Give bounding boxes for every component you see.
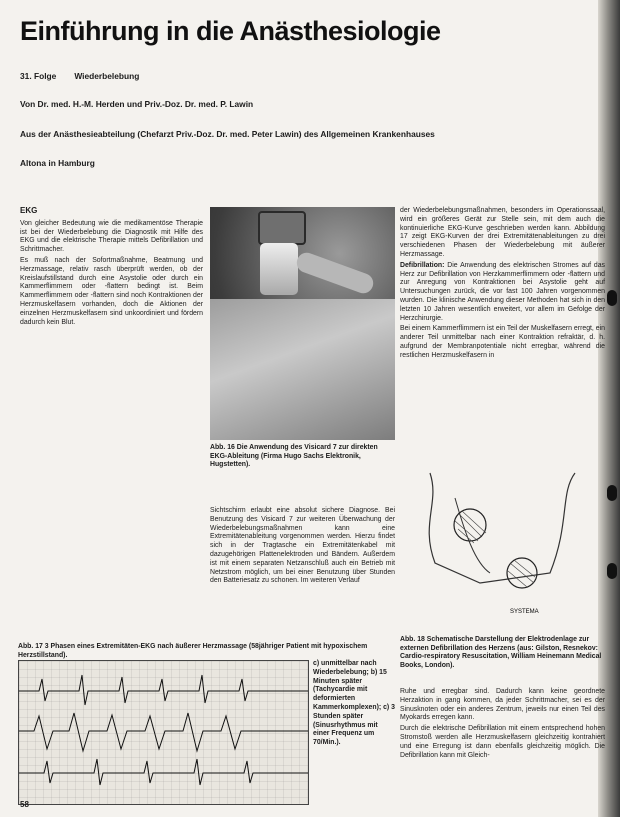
paragraph: Durch die elektrische Defibrillation mit einem entsprechend hohen Stromstoß werden alle Herzmuskelfasern gleichzeitig kontrahiert und eine Erregung ist dann ebenfalls gleichzeitig möglich. Die Defibrillation kann mit Gleich-	[400, 725, 605, 759]
middle-column	[210, 507, 395, 585]
figure-caption: Abb. 18 Schematische Darstellung der Elektrodenlage zur externen Defibrillation des Herzens (aus: Gilston, Resnekov: Cardio-respiratory Resuscitation, William Heinemann Medical Books, London).	[400, 636, 602, 669]
page-number: 58	[20, 800, 29, 809]
series-line	[20, 71, 139, 81]
series-topic: Wiederbelebung	[74, 71, 140, 81]
affiliation-line: Aus der Anästhesieabteilung (Chefarzt Priv.-Doz. Dr. med. Peter Lawin) des Allgemeinen Krankenhauses	[20, 129, 435, 139]
photo-caption: Abb. 16 Die Anwendung des Visicard 7 zur direkten EKG-Ableitung (Firma Hugo Sachs Elektronik, Hugstetten).	[210, 444, 378, 469]
photo-visicard-application	[210, 207, 395, 440]
photo-patient	[210, 299, 395, 440]
paragraph: Ruhe und erregbar sind. Dadurch kann keine geordnete Herzaktion in gang kommen, da jeder Schrittmacher, sei es der Sinusknoten oder ein anderes Zentrum, jeweils nur einen Teil des Myokards erregen kann.	[400, 688, 605, 722]
section-heading-ekg: EKG	[20, 206, 38, 215]
photo-device	[260, 243, 298, 295]
right-column	[400, 207, 605, 457]
paragraph: Bei einem Kammerflimmern ist ein Teil der Muskelfasern erregt, ein anderer Teil unmittelbar nach einer Kontraktion refraktär, d. h. aufgrund der Membranpotentiale nicht erregbar, während die restlichen Herzmuskelfasern in	[400, 325, 605, 359]
series-number: 31. Folge	[20, 71, 57, 81]
page-title: Einführung in die Anästhesiologie	[20, 16, 441, 46]
photo-monitor	[258, 211, 306, 245]
figure-label: SYSTEMA	[510, 609, 539, 615]
left-column	[20, 206, 203, 326]
paragraph: Die Anwendung des elektrischen Stromes auf das Herz zur Defibrillation von Herzkammerflimmern oder -flattern und zur Anregung von Kontraktionen bei Asystolie geht auf Untersuchungen zurück, die vor fast 100 Jahren vorgenommen wurden. Die klinische Anwendung dieser Methoden hat sich in den letzten 10 Jahren wesentlich erweitert, vor allem im Gefolge der Herzchirurgie.	[400, 261, 605, 322]
ecg-caption: Abb. 17 3 Phasen eines Extremitäten-EKG nach äußerer Herzmassage (58jähriger Patient mit hypoxischem Herzstillstand).	[18, 643, 368, 659]
ecg-graph	[18, 660, 309, 805]
paragraph: der Wiederbelebungsmaßnahmen, besonders im Operationssaal, wird ein größeres Gerät zur Stelle sein, mit dem auch die kontinuierliche EKG-Kurve geschrieben werden kann. Abbildung 17 zeigt EKG-Kurven der drei Extremitätenableitungen zu drei verschiedenen Phasen der Wiederbelebung mit äußerer Herzmassage.	[400, 207, 605, 258]
punch-hole	[607, 485, 617, 501]
paragraph-lead: Defibrillation:	[400, 261, 445, 269]
affiliation-city: Altona in Hamburg	[20, 158, 95, 168]
ecg-side-text: c) unmittelbar nach Wiederbelebung; b) 15 Minuten später (Tachycardie mit deformierten Kammerkomplexen); c) 3 Stunden später (Sinusrhythmus mit einer Frequenz um 70/Min.).	[313, 660, 395, 747]
paragraph: Sichtschirm erlaubt eine absolut sichere Diagnose. Bei Benutzung des Visicard 7 zur weiteren Überwachung der Wiederbelebungsmaßnahmen kann eine Extremitätenableitung vorgenommen werden. Hierzu findet sich in der Tragtasche ein Extremitätenkabel mit dazugehörigen Plattenelektroden und Bändern. Außerdem ist mit einem separaten Netzanschluß auch ein Betrieb mit Netzstrom möglich, um bei einer Benutzung über Stunden den Batteriesatz zu schonen. Im weiteren Verlauf	[210, 507, 395, 585]
right-column-bottom	[400, 688, 605, 806]
photo-arm	[294, 250, 376, 296]
paragraph: Es muß nach der Sofortmaßnahme, Beatmung und Herzmassage, relativ rasch überprüft werden, ob der Kreislaufstillstand durch eine Asystolie oder durch ein Kammerflimmern oder -flattern bedingt ist. Beim Kammerflimmern oder -flattern sind noch Kontraktionen der Herzmuskelfasern vorhanden, doch die Aktionen der einzelnen Herzmuskelfasern sind unkoordiniert und fördern dadurch kein Blut.	[20, 256, 203, 326]
punch-hole	[607, 290, 617, 306]
paragraph: Von gleicher Bedeutung wie die medikamentöse Therapie ist bei der Wiederbelebung die Diagnostik mit Hilfe des EKG und die elektrische Therapie mittels Defibrillation und Schrittmacher.	[20, 219, 203, 254]
punch-hole	[607, 563, 617, 579]
defibrillation-figure	[400, 463, 605, 631]
authors-line: Von Dr. med. H.-M. Herden und Priv.-Doz. Dr. med. P. Lawin	[20, 99, 254, 109]
